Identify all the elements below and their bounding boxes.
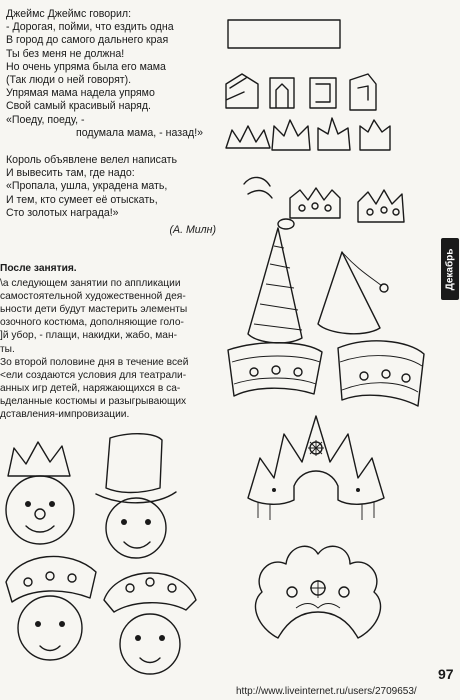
text-line: \а следующем занятии по аппликации xyxy=(0,278,181,290)
text-line: ьности дети будут мастерить элементы xyxy=(0,304,188,316)
month-tab-label: Декабрь xyxy=(444,248,456,290)
poem-line: В город до самого дальнего края xyxy=(6,34,169,47)
text-line: самостоятельной художественной дея- xyxy=(0,291,186,303)
text-line: ьделанные костюмы и разыгрывающих xyxy=(0,395,187,407)
poem-line: Упрямая мама надела упрямо xyxy=(6,87,155,100)
text-line: <ели создаются условия для театрали- xyxy=(0,369,187,381)
poem-line: «Поеду, поеду, - xyxy=(6,113,85,126)
poem-line: «Пропала, ушла, украдена мать, xyxy=(6,180,168,193)
poem-line: Но очень упряма была его мама xyxy=(6,60,166,73)
poem-line: - Дорогая, пойми, что ездить одна xyxy=(6,21,174,34)
kokoshnik-girl-right xyxy=(104,573,196,674)
top-hat-boy xyxy=(96,434,176,558)
cone-hat-shapes xyxy=(248,219,388,343)
children-faces-illustration xyxy=(0,432,220,688)
page-margin xyxy=(438,0,460,700)
poem-line: (Так люди о ней говорят). xyxy=(6,74,132,87)
section-title: После занятия. xyxy=(0,263,77,274)
text-line: анных игр детей, наряжающихся в са- xyxy=(0,382,181,394)
kokoshnik-girl-left xyxy=(6,556,96,660)
tall-kokoshnik-shape xyxy=(248,416,384,520)
poem-line: Сто золотых награда!» xyxy=(6,206,119,219)
poem-line: И тем, кто сумеет её отыскать, xyxy=(6,193,158,206)
poem-line: подумала мама, - назад!» xyxy=(76,126,204,139)
text-line: озочного костюма, дополняющие голо- xyxy=(0,317,184,329)
crown-boy xyxy=(6,442,74,544)
kokoshnik-band-shapes xyxy=(228,341,424,406)
poem-line: Ты без меня не должна! xyxy=(6,47,125,60)
poem-line: Король объявлене велел написать xyxy=(6,154,177,167)
poem-author: (А. Милн) xyxy=(169,224,216,237)
text-line: дставления-импровизации. xyxy=(0,409,130,421)
text-line: ]й убор, - плащи, накидки, жабо, ман- xyxy=(0,330,177,342)
folded-paper-shapes xyxy=(226,74,376,110)
source-url: http://www.liveinternet.ru/users/2709653/ xyxy=(236,686,417,697)
after-lesson-section xyxy=(0,262,212,421)
text-line: Зо второй половине дня в течение всей xyxy=(0,356,189,368)
text-line: ты. xyxy=(0,343,15,355)
jeweled-crown-shapes xyxy=(244,177,404,222)
poem xyxy=(6,8,216,237)
poem-line: И вывесить там, где надо: xyxy=(6,167,135,180)
month-tab xyxy=(441,238,459,300)
poem-line: Свой самый красивый наряд. xyxy=(6,100,151,113)
hat-illustrations xyxy=(218,8,438,668)
paper-crown-shapes xyxy=(226,118,390,150)
paper-strip-shape xyxy=(228,20,340,48)
poem-line: Джеймс Джеймс говорил: xyxy=(6,8,132,20)
page-number: 97 xyxy=(438,666,454,682)
flower-kokoshnik-shape xyxy=(255,546,380,638)
